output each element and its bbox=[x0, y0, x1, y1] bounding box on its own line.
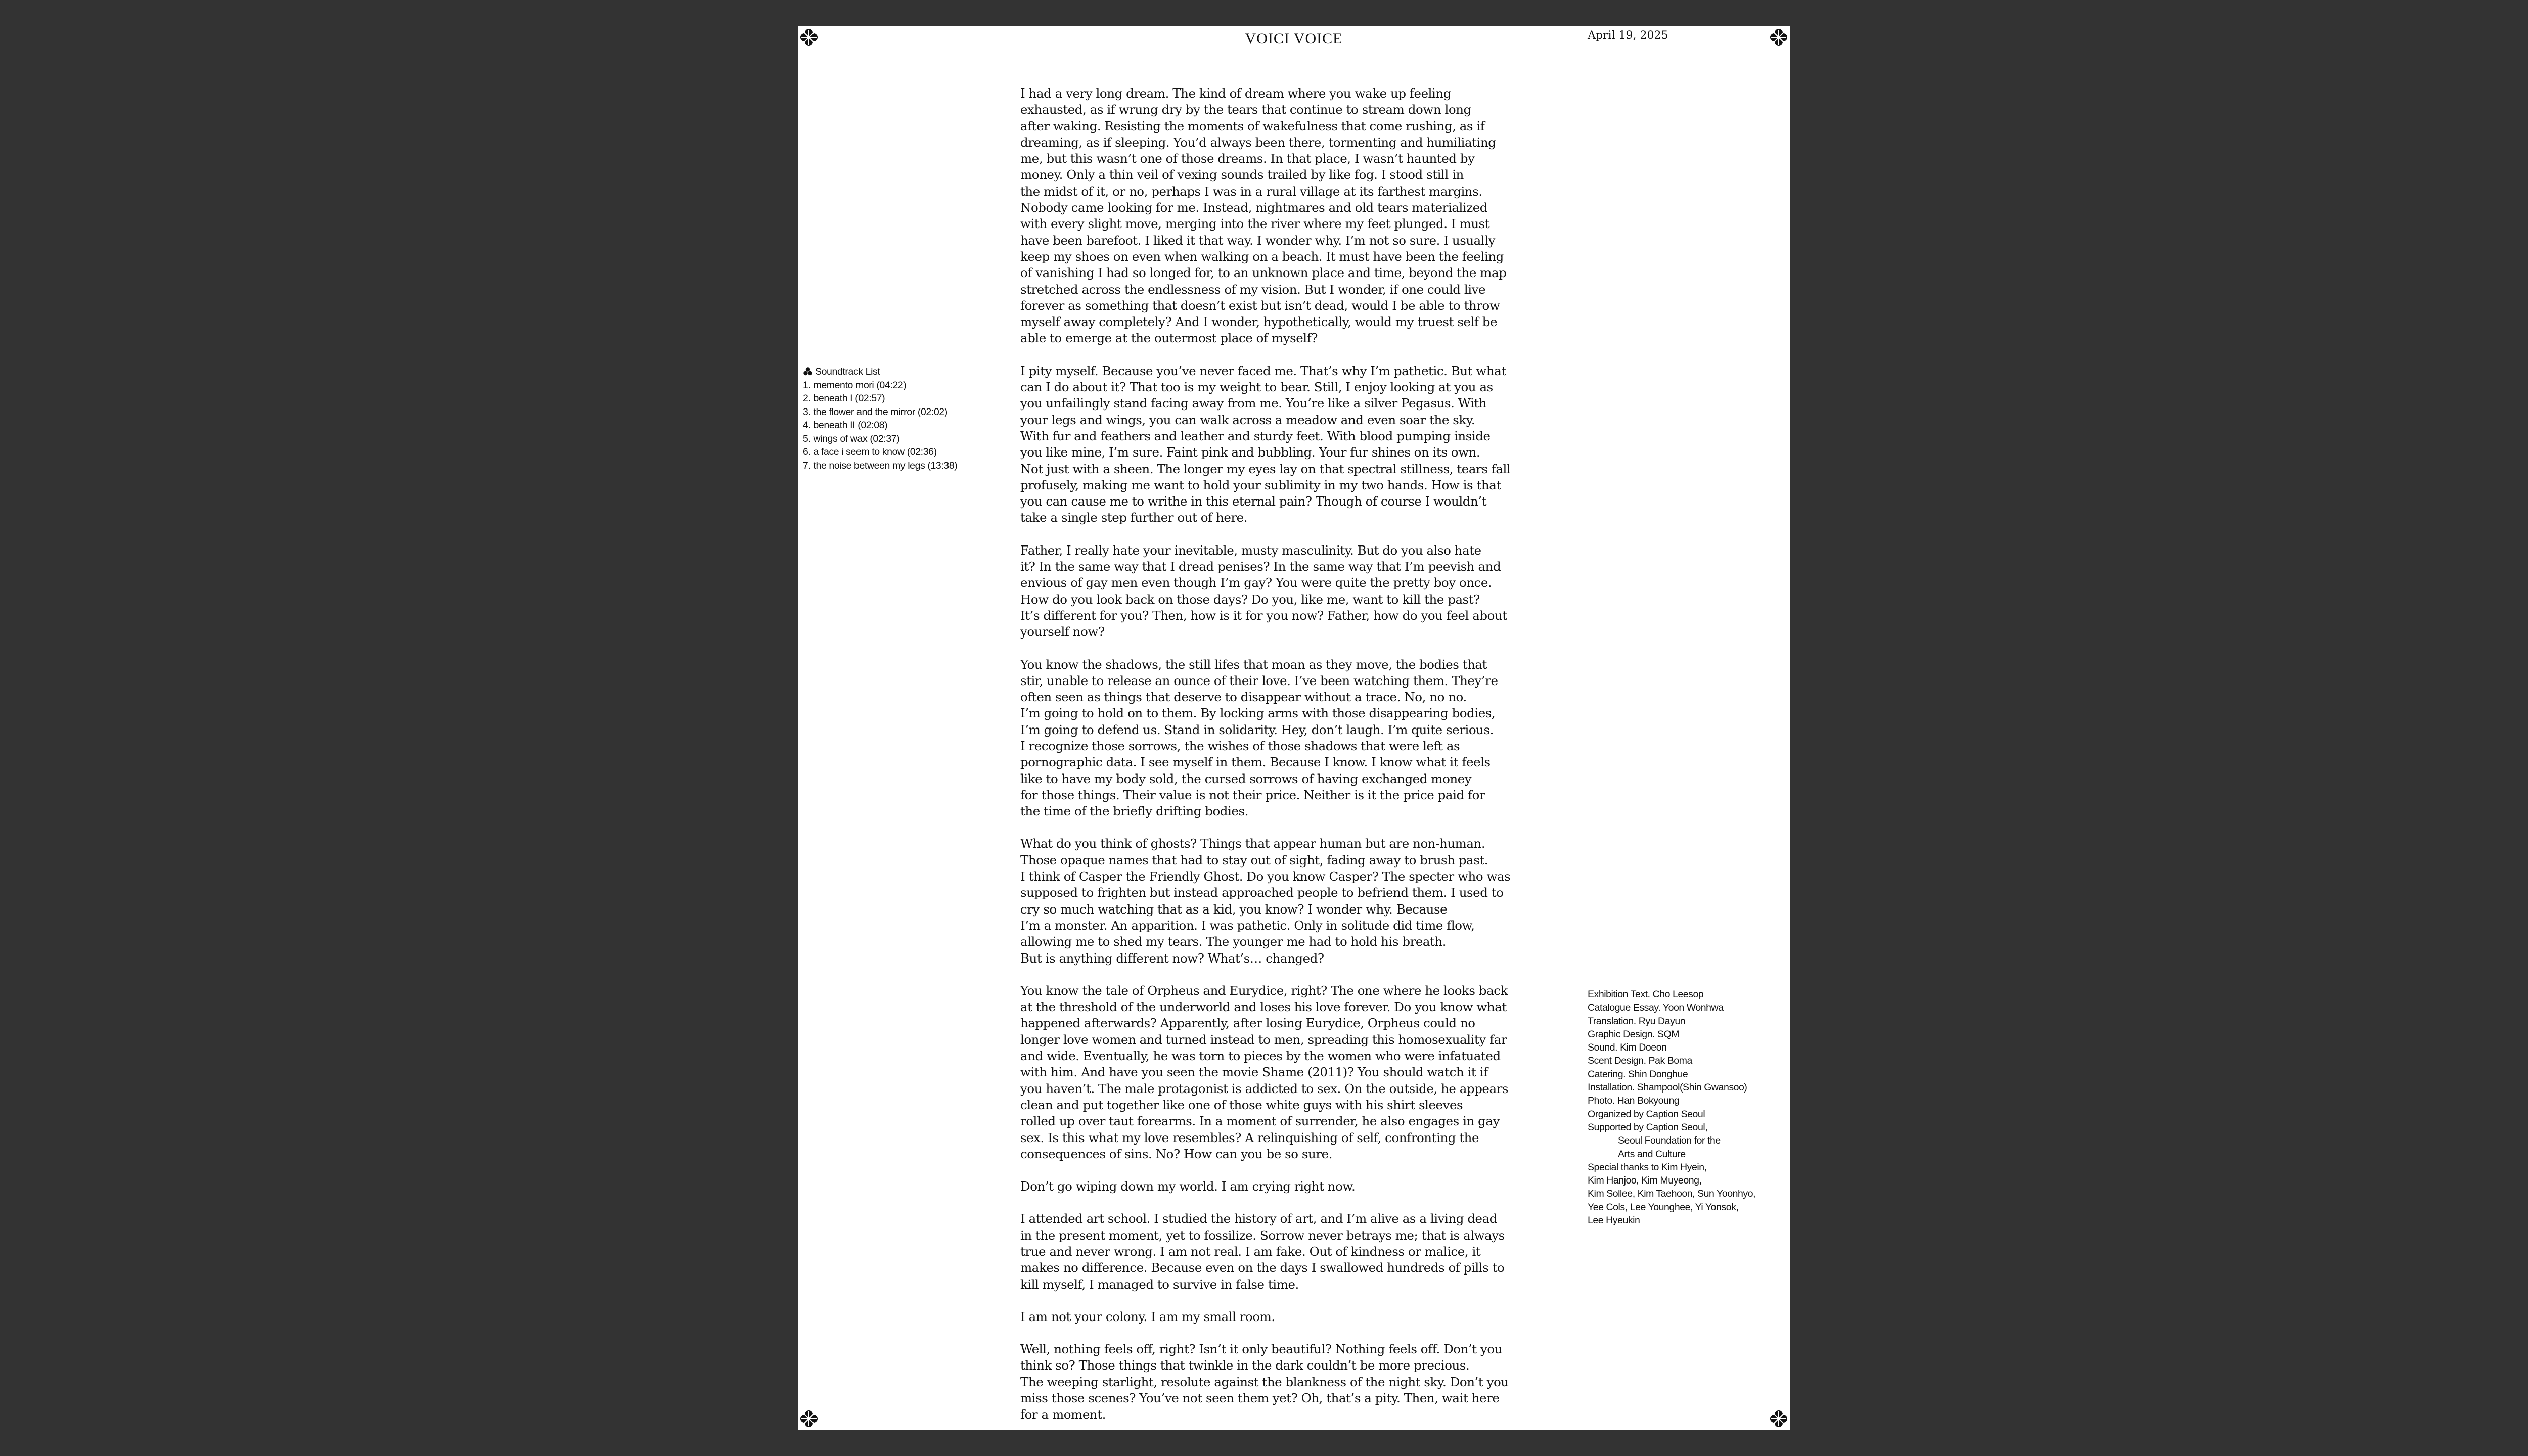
credit-line: Photo. Han Bokyoung bbox=[1588, 1095, 1680, 1107]
soundtrack-item: 3. the flower and the mirror (02:02) bbox=[803, 406, 947, 418]
credit-line: Seoul Foundation for the bbox=[1618, 1135, 1721, 1147]
corner-clover-icon bbox=[1769, 1408, 1789, 1429]
credit-line: Arts and Culture bbox=[1618, 1148, 1686, 1160]
credit-line: Graphic Design. SQM bbox=[1588, 1028, 1680, 1040]
essay-paragraph: Well, nothing feels off, right? Isn’t it only beautiful? Nothing feels off. Don’t you think so? Those things that twinkle in the dark couldn’t be more precious. The weeping starlight, resolute against the blankness of the night sky. Don’t you miss those scenes? You’ve not seen them yet? Oh, that’s a pity. Then, wait here for a moment. bbox=[1020, 1342, 1509, 1422]
soundtrack-item: 1. memento mori (04:22) bbox=[803, 379, 907, 391]
credits-list bbox=[1588, 988, 1790, 1227]
credit-line: Organized by Caption Seoul bbox=[1588, 1108, 1705, 1120]
page-title: VOICI VOICE bbox=[1245, 30, 1343, 47]
essay-paragraph: You know the shadows, the still lifes that moan as they move, the bodies that stir, unable to release an ounce of their love. I’ve been watching them. They’re often seen as things that deserve to disappear without a trace. No, no no. I’m going to hold on to them. By locking arms with those disappearing bodies, I’m going to defend us. Stand in solidarity. Hey, don’t laugh. I’m quite serious. I recognize those sorrows, the wishes of those shadows that were left as pornographic data. I see myself in them. Because I know. I know what it feels like to have my body sold, the cursed sorrows of having exchanged money for those things. Their value is not their price. Neither is it the price paid for the time of the briefly drifting bodies. bbox=[1020, 657, 1498, 819]
credit-line: Catalogue Essay. Yoon Wonhwa bbox=[1588, 1002, 1724, 1014]
publication-date: April 19, 2025 bbox=[1588, 29, 1668, 42]
credit-line: Scent Design. Pak Boma bbox=[1588, 1055, 1692, 1067]
corner-clover-icon bbox=[799, 1408, 819, 1429]
essay-paragraph: You know the tale of Orpheus and Eurydice, right? The one where he looks back at the threshold of the underworld and loses his love forever. Do you know what happened afterwards? Apparently, after losing Eurydice, Orpheus could no longer love women and turned instead to men, spreading this homosexuality far and wide. Eventually, he was torn to pieces by the women who were infatuated with him. And have you seen the movie Shame (2011)? You should watch it if you haven’t. The male protagonist is addicted to sex. On the outside, he appears clean and put together like one of those white guys with his shirt sleeves rolled up over taut forearms. In a moment of surrender, he also engages in gay sex. Is this what my love resembles? A relinquishing of self, confronting the consequences of sins. No? How can you be so sure. bbox=[1020, 983, 1509, 1161]
soundtrack-list bbox=[803, 365, 1015, 472]
credit-line: Kim Hanjoo, Kim Muyeong, bbox=[1588, 1175, 1702, 1187]
credit-line: Lee Hyeukin bbox=[1588, 1215, 1640, 1226]
credit-line: Sound. Kim Doeon bbox=[1588, 1042, 1667, 1054]
credit-line: Catering. Shin Donghue bbox=[1588, 1068, 1688, 1080]
essay-paragraph: Don’t go wiping down my world. I am crying right now. bbox=[1020, 1179, 1356, 1194]
soundtrack-item: 6. a face i seem to know (02:36) bbox=[803, 446, 937, 458]
credit-line: Yee Cols, Lee Younghee, Yi Yonsok, bbox=[1588, 1201, 1739, 1213]
essay-body bbox=[1020, 85, 1576, 1430]
essay-paragraph: I had a very long dream. The kind of dream where you wake up feeling exhausted, as if wrung dry by the tears that continue to stream down long after waking. Resisting the moments of wakefulness that come rushing, as if dreaming, as if sleeping. You’d always been there, tormenting and humiliating me, but this wasn’t one of those dreams. In that place, I wasn’t haunted by money. Only a thin veil of vexing sounds trailed by like fog. I stood still in the midst of it, or no, perhaps I was in a rural village at its farthest margins. Nobody came looking for me. Instead, nightmares and old tears materialized with every slight move, merging into the river where my feet plunged. I must have been barefoot. I liked it that way. I wonder why. I’m not so sure. I usually keep my shoes on even when walking on a beach. It must have been the feeling of vanishing I had so longed for, to an unknown place and time, beyond the map stretched across the endlessness of my vision. But I wonder, if one could live forever as something that doesn’t exist but isn’t dead, would I be able to throw myself away completely? And I wonder, hypothetically, would my truest self be able to emerge at the outermost place of myself? bbox=[1020, 86, 1507, 346]
soundtrack-item: 5. wings of wax (02:37) bbox=[803, 433, 900, 444]
credit-line: Exhibition Text. Cho Leesop bbox=[1588, 989, 1704, 1000]
soundtrack-heading-row bbox=[803, 365, 1015, 379]
essay-paragraph: I attended art school. I studied the history of art, and I’m alive as a living dead in the present moment, yet to fossilize. Sorrow never betrays me; that is always true and never wrong. I am not real. I am fake. Out of kindness or malice, it makes no difference. Because even on the days I swallowed hundreds of pills to kill myself, I managed to survive in false time. bbox=[1020, 1211, 1505, 1292]
essay-page bbox=[798, 26, 1790, 1430]
credit-line: Supported by Caption Seoul, bbox=[1588, 1121, 1708, 1133]
credit-line: Kim Sollee, Kim Taehoon, Sun Yoonhyo, bbox=[1588, 1188, 1756, 1200]
soundtrack-item: 7. the noise between my legs (13:38) bbox=[803, 460, 958, 471]
clover-icon bbox=[803, 367, 813, 377]
credit-line: Translation. Ryu Dayun bbox=[1588, 1015, 1686, 1027]
soundtrack-item: 2. beneath I (02:57) bbox=[803, 393, 885, 404]
essay-paragraph: Father, I really hate your inevitable, musty masculinity. But do you also hate it? In the same way that I dread penises? In the same way that I’m peevish and envious of gay men even though I’m gay? You were quite the pretty boy once. How do you look back on those days? Do you, like me, want to kill the past? It’s different for you? Then, how is it for you now? Father, how do you feel about yourself now? bbox=[1020, 542, 1507, 640]
credit-line: Special thanks to Kim Hyein, bbox=[1588, 1161, 1707, 1173]
essay-paragraph: I pity myself. Because you’ve never faced me. That’s why I’m pathetic. But what can I do about it? That too is my weight to bear. Still, I enjoy looking at you as you unfailingly stand facing away from me. You’re like a silver Pegasus. With your legs and wings, you can walk across a meadow and even soar the sky. With fur and feathers and leather and sturdy feet. With blood pumping inside you like mine, I’m sure. Faint pink and bubbling. Your fur shines on its own. Not just with a sheen. The longer my eyes lay on that spectral stillness, tears fall profusely, making me want to hold your sublimity in my two hands. How is that you can cause me to writhe in this eternal pain? Though of course I wouldn’t take a single step further out of here. bbox=[1020, 363, 1511, 525]
essay-paragraph: I am not your colony. I am my small room. bbox=[1020, 1309, 1275, 1324]
soundtrack-item: 4. beneath II (02:08) bbox=[803, 420, 888, 431]
credit-line: Installation. Shampool(Shin Gwansoo) bbox=[1588, 1082, 1747, 1094]
soundtrack-heading: Soundtrack List bbox=[815, 366, 880, 377]
essay-paragraph: What do you think of ghosts? Things that appear human but are non-human. Those opaque names that had to stay out of sight, fading away to brush past. I think of Casper the Friendly Ghost. Do you know Casper? The specter who was supposed to frighten but instead approached people to befriend them. I used to cry so much watching that as a kid, you know? I wonder why. Because I’m a monster. An apparition. I was pathetic. Only in solitude did time flow, allowing me to shed my tears. The younger me had to hold his breath. But is anything different now? What’s… changed? bbox=[1020, 836, 1511, 966]
